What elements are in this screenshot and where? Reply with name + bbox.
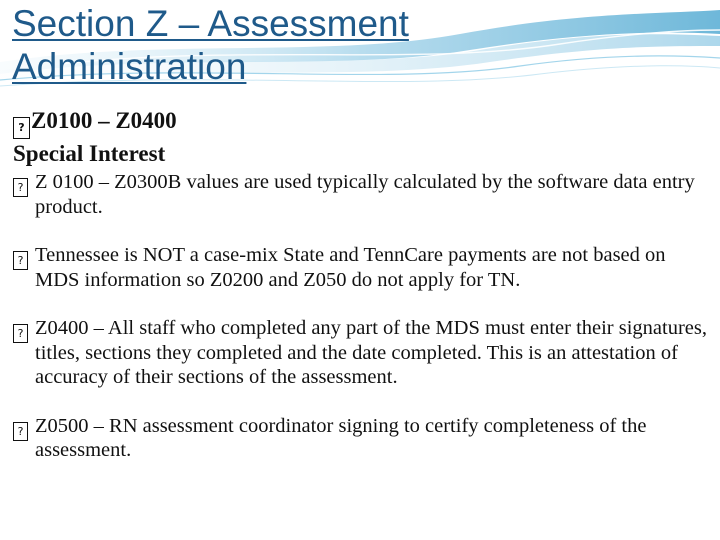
bullet-item	[13, 243, 713, 292]
bullet-box-icon: ?	[13, 324, 28, 343]
bullet-text: Z 0100 – Z0300B values are used typically calculated by the software data entry product.	[35, 171, 695, 218]
bullet-text: Z0500 – RN assessment coordinator signing to certify completeness of the assessment.	[35, 414, 647, 461]
slide-title-line-2: Administration	[12, 46, 247, 87]
bullet-item	[13, 170, 713, 219]
section-heading-line-1	[13, 106, 177, 139]
bullet-text: Z0400 – All staff who completed any part of the MDS must enter their signatures, titles, sections they completed and the date completed. This is an attestation of accuracy of their sections of the assessment.	[35, 317, 708, 388]
section-heading	[13, 106, 177, 169]
bullet-box-icon: ?	[13, 422, 28, 441]
bullet-box-icon: ?	[13, 178, 28, 197]
bullet-box-icon: ?	[13, 117, 30, 139]
bullet-box-icon: ?	[13, 251, 28, 270]
bullet-text: Tennessee is NOT a case-mix State and TennCare payments are not based on MDS information so Z0200 and Z050 do not apply for TN.	[35, 244, 666, 291]
bullet-marker	[13, 414, 33, 441]
bullet-marker	[13, 170, 33, 197]
section-heading-line-2: Special Interest	[13, 141, 166, 166]
bullet-item	[13, 414, 713, 463]
bullet-marker	[13, 316, 33, 343]
bullet-marker	[13, 243, 33, 270]
slide-title-line-1: Section Z – Assessment	[12, 3, 409, 44]
slide-title	[12, 2, 712, 88]
bullet-list	[13, 170, 713, 487]
section-heading-code-range: Z0100 – Z0400	[31, 108, 177, 133]
bullet-item	[13, 316, 713, 390]
